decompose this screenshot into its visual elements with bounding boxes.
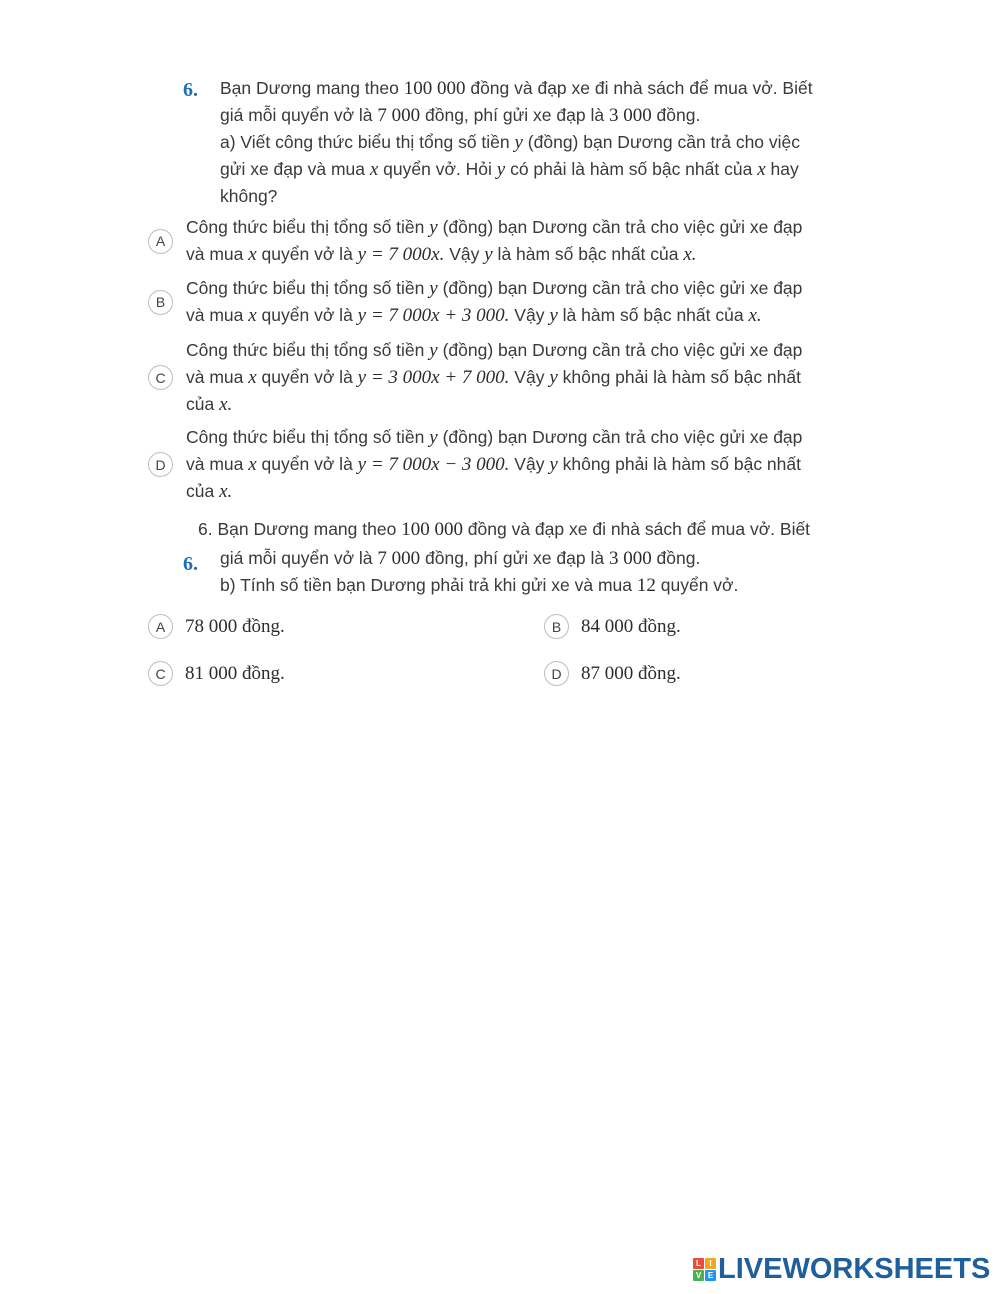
answer-text[interactable]: 81 000 đồng. (185, 662, 285, 684)
question-line: b) Tính số tiền bạn Dương phải trả khi gửi xe và mua 12 quyển vở. (220, 575, 739, 596)
logo-tile: I (705, 1258, 716, 1269)
logo-tiles-icon (693, 1258, 716, 1281)
answer-letter-d[interactable]: D (544, 661, 569, 686)
question-text (198, 516, 928, 599)
answer-letter-b[interactable]: B (544, 614, 569, 639)
option-a[interactable] (148, 214, 916, 268)
question-number: 6. (183, 79, 198, 101)
question-line: 6. Bạn Dương mang theo 100 000 đồng và đạp xe đi nhà sách để mua vở. Biết (198, 519, 811, 540)
question-number: 6. (183, 553, 198, 575)
option-text[interactable]: Công thức biểu thị tổng số tiền y (đồng) bạn Dương cần trả cho việc gửi xe đạp và mua x quyển vở là y = 7 000x − 3 000. Vậy y không phải là hàm số bậc nhất của x. (186, 427, 803, 502)
option-letter-d[interactable]: D (148, 452, 173, 477)
answer-letter-c[interactable]: C (148, 661, 173, 686)
question-text (220, 75, 920, 209)
logo-tile: E (705, 1270, 716, 1281)
logo-tile: L (693, 1258, 704, 1269)
logo-tile: V (693, 1270, 704, 1281)
answer-a[interactable] (148, 614, 285, 639)
option-text[interactable]: Công thức biểu thị tổng số tiền y (đồng) bạn Dương cần trả cho việc gửi xe đạp và mua x quyển vở là y = 3 000x + 7 000. Vậy y không phải là hàm số bậc nhất của x. (186, 340, 803, 415)
answer-c[interactable] (148, 661, 285, 686)
question-line: a) Viết công thức biểu thị tổng số tiền y (đồng) bạn Dương cần trả cho việc (220, 132, 801, 153)
option-letter-a[interactable]: A (148, 229, 173, 254)
question-line: gửi xe đạp và mua x quyển vở. Hỏi y có phải là hàm số bậc nhất của x hay (220, 159, 799, 180)
question-line: Bạn Dương mang theo 100 000 đồng và đạp xe đi nhà sách để mua vở. Biết (220, 78, 813, 99)
option-c[interactable] (148, 337, 916, 418)
answer-letter-a[interactable]: A (148, 614, 173, 639)
option-letter-b[interactable]: B (148, 290, 173, 315)
liveworksheets-logo (693, 1253, 990, 1286)
option-text[interactable]: Công thức biểu thị tổng số tiền y (đồng) bạn Dương cần trả cho việc gửi xe đạp và mua x quyển vở là y = 7 000x + 3 000. Vậy y là hàm số bậc nhất của x. (186, 278, 803, 326)
question-line: giá mỗi quyển vở là 7 000 đồng, phí gửi xe đạp là 3 000 đồng. (220, 548, 701, 569)
answer-text[interactable]: 87 000 đồng. (581, 662, 681, 684)
option-letter-c[interactable]: C (148, 365, 173, 390)
option-text[interactable]: Công thức biểu thị tổng số tiền y (đồng) bạn Dương cần trả cho việc gửi xe đạp và mua x quyển vở là y = 7 000x. Vậy y là hàm số bậc nhất của x. (186, 217, 803, 265)
answer-b[interactable] (544, 614, 681, 639)
question-line: giá mỗi quyển vở là 7 000 đồng, phí gửi xe đạp là 3 000 đồng. (220, 105, 701, 126)
answer-text[interactable]: 78 000 đồng. (185, 615, 285, 637)
answer-text[interactable]: 84 000 đồng. (581, 615, 681, 637)
answer-d[interactable] (544, 661, 681, 686)
logo-text: LIVEWORKSHEETS (718, 1253, 991, 1285)
option-d[interactable] (148, 424, 916, 505)
option-b[interactable] (148, 275, 916, 329)
question-line: không? (220, 186, 278, 206)
